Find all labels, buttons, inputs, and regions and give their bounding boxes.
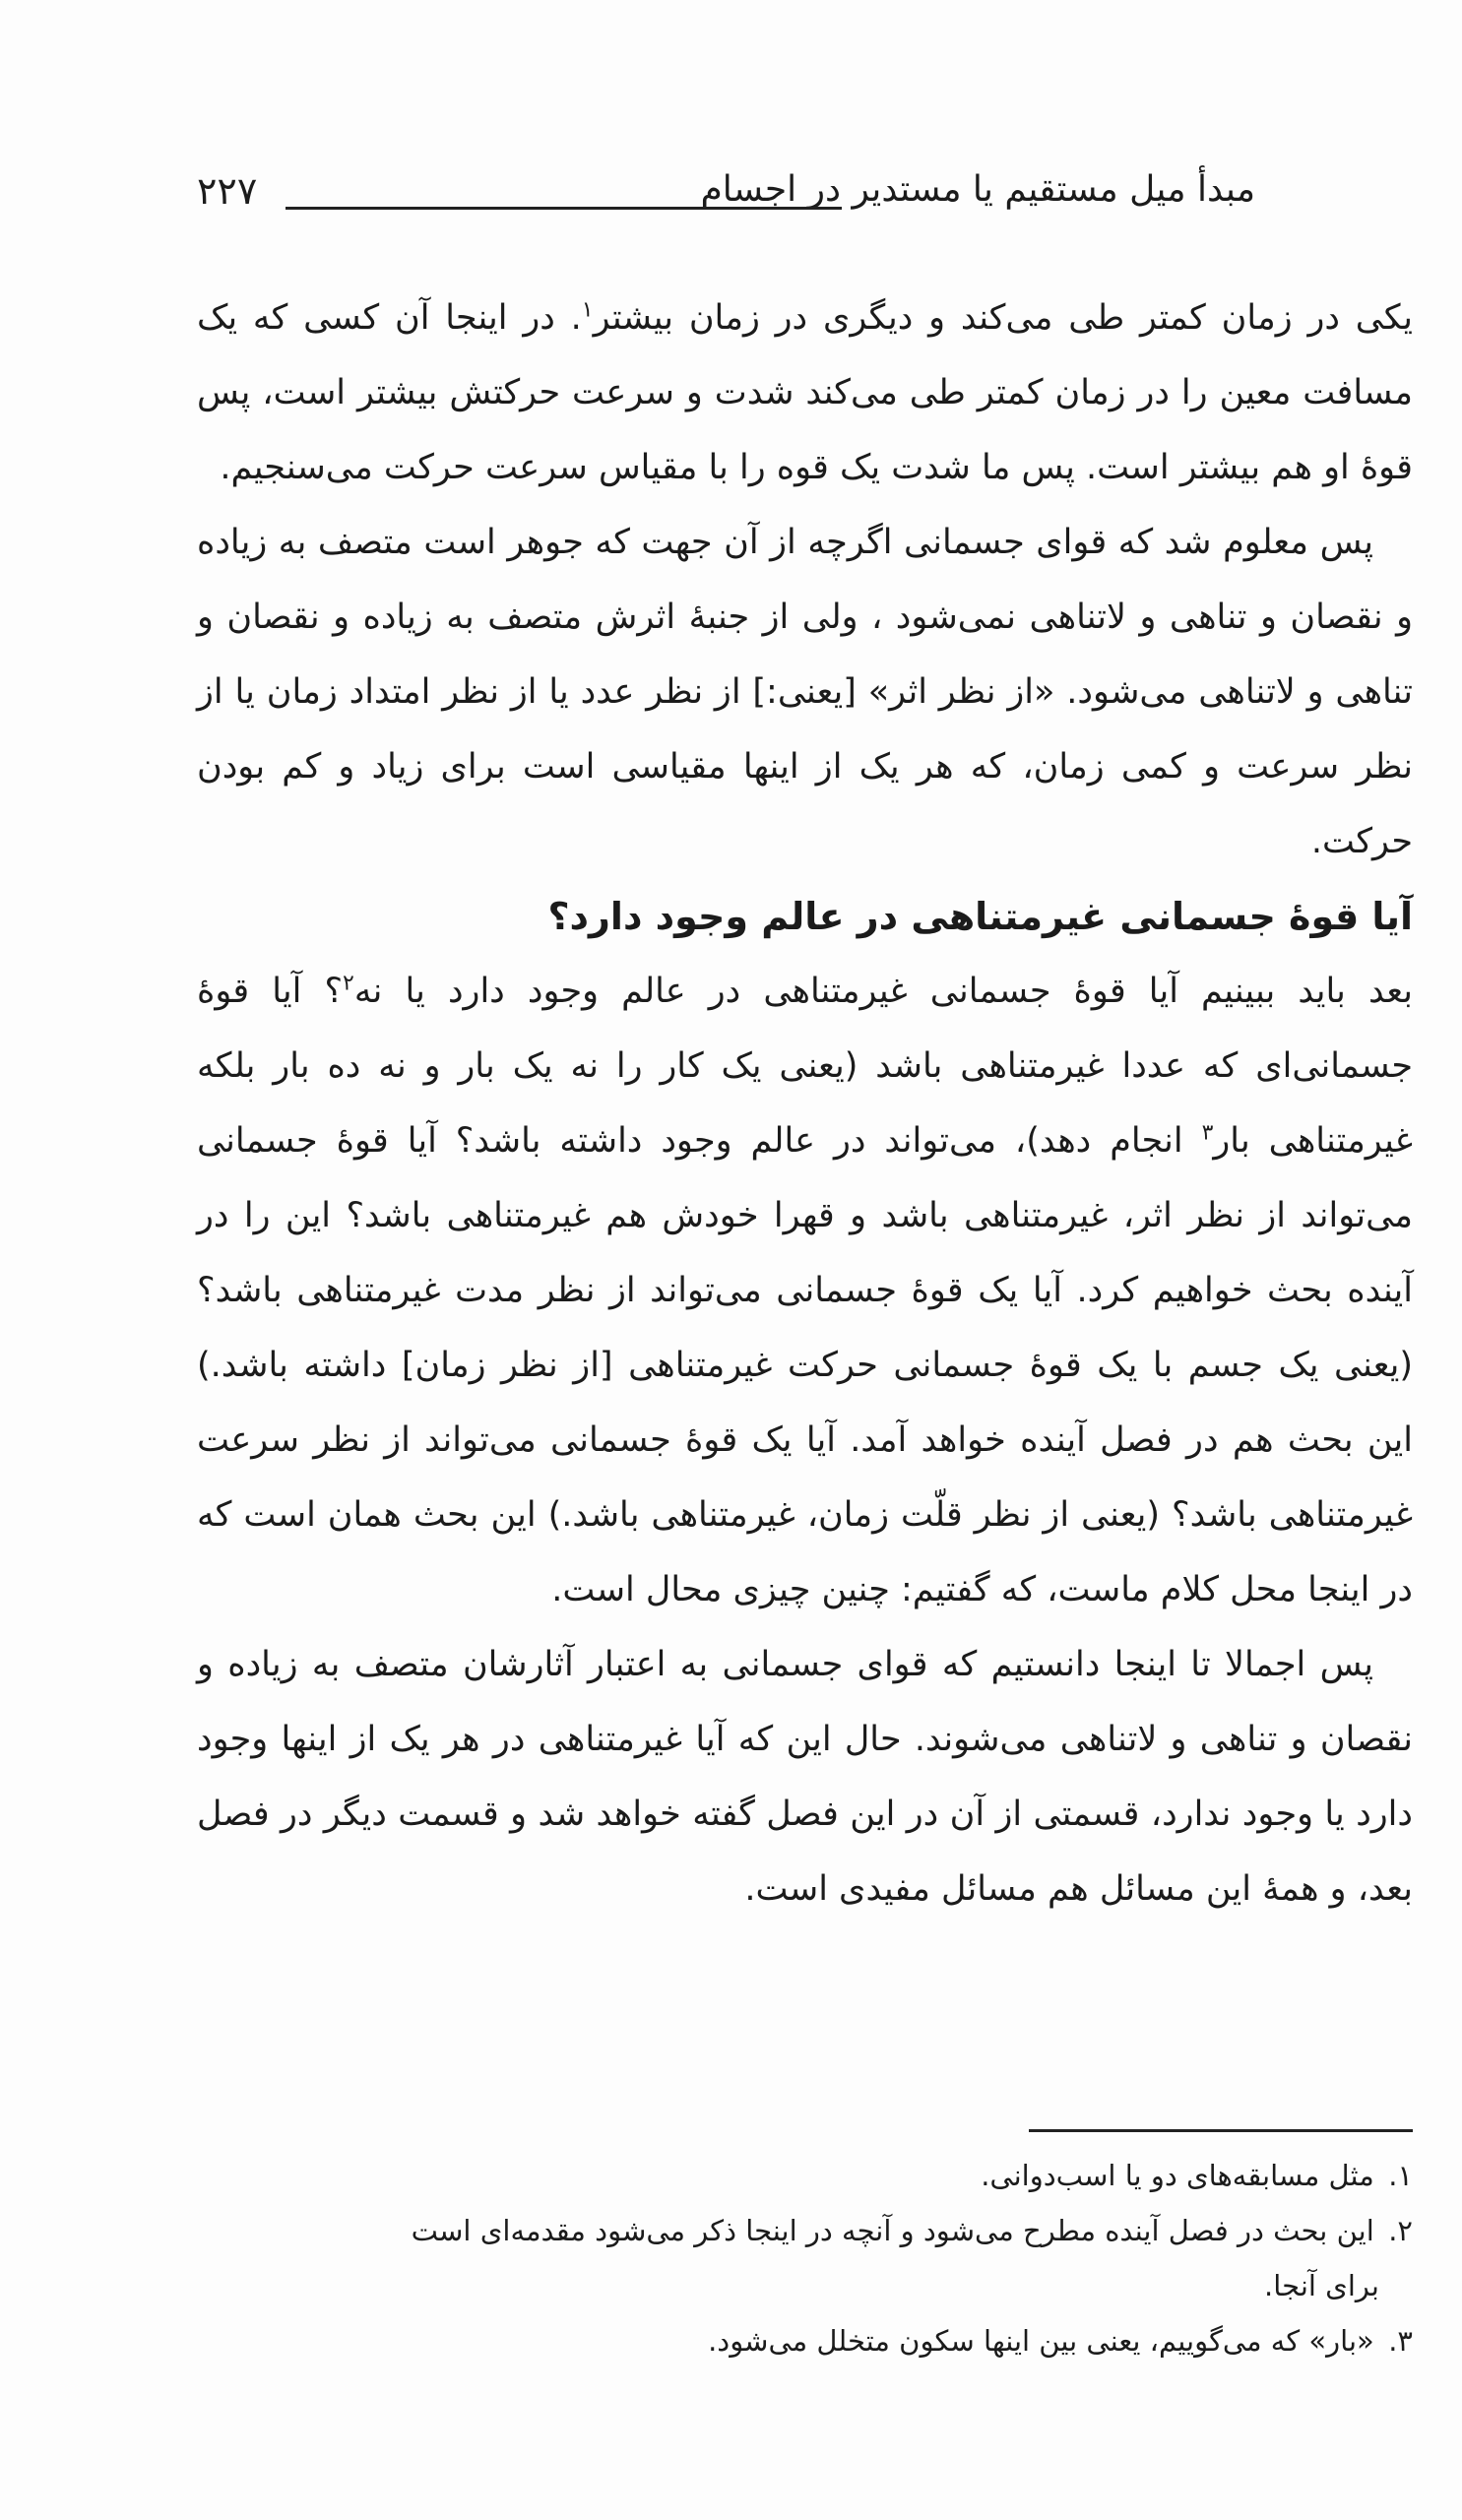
running-title: مبدأ میل مستقیم یا مستدیر در اجسام: [700, 169, 1255, 210]
footnote-2-continuation: برای آنجا.: [1264, 2269, 1379, 2302]
footnote-number-1: ۱.: [1388, 2159, 1413, 2192]
footnote-text-3: «بار» که می‌گوییم، یعنی بین اینها سکون متخلل می‌شود.: [708, 2324, 1374, 2358]
running-header: [197, 148, 1255, 226]
paragraph-1: [197, 281, 1413, 505]
section-p1-text-b: ؟ آیا قوهٔ جسمانی‌ای که عددا غیرمتناهی باشد (یعنی یک کار را نه یک بار و نه ده بار بلکه غیرمتناهی بار: [197, 972, 1413, 1161]
footnote-text-2: این بحث در فصل آینده مطرح می‌شود و آنچه در اینجا ذکر می‌شود مقدمه‌ای است: [411, 2214, 1374, 2247]
footnotes: [197, 2148, 1413, 2368]
paragraph-1-text-a: یکی در زمان کمتر طی می‌کند و دیگری در زمان بیشتر: [593, 298, 1413, 338]
footnote-ref-1[interactable]: ۱: [581, 297, 594, 323]
section-p1-text-c: انجام دهد)، می‌تواند در عالم وجود داشته باشد؟ آیا قوهٔ جسمانی می‌تواند از نظر اثر، غیرمتناهی باشد و قهرا خودش هم غیرمتناهی باشد؟ این را در آینده بحث خواهیم کرد. آیا یک قوهٔ جسمانی می‌تواند از نظر مدت غیرمتناهی باشد؟ (یعنی یک جسم با یک قوهٔ جسمانی حرکت غیرمتناهی [از نظر زمان] داشته باشد.) این بحث هم در فصل آینده خواهد آمد. آیا یک قوهٔ جسمانی می‌تواند از نظر سرعت غیرمتناهی باشد؟ (یعنی از نظر قلّت زمان، غیرمتناهی باشد.) این بحث همان است که در اینجا محل کلام ماست، که گفتیم: چنین چیزی محال است.: [197, 1121, 1413, 1609]
footnote-number-3: ۳.: [1388, 2324, 1413, 2358]
section-paragraph-2: پس اجمالا تا اینجا دانستیم که قوای جسمانی به اعتبار آثارشان متصف به زیاده و نقصان و تناهی و لاتناهی می‌شوند. حال این که آیا غیرمتناهی در هر یک از اینها وجود دارد یا وجود ندارد، قسمتی از آن در این فصل گفته خواهد شد و قسمت دیگر در فصل بعد، و همهٔ این مسائل هم مسائل مفیدی است.: [197, 1645, 1413, 1909]
section-p1-text-a: بعد باید ببینیم آیا قوهٔ جسمانی غیرمتناهی در عالم وجود دارد یا نه: [353, 972, 1413, 1011]
footnote-text-1: مثل مسابقه‌های دو یا اسب‌دوانی.: [981, 2159, 1374, 2192]
section-paragraph-1: [197, 954, 1413, 1627]
header-rule: [286, 207, 842, 210]
footnote-1: [197, 2148, 1413, 2203]
paragraph-1-text-b: . در اینجا آن کسی که یک مسافت معین را در زمان کمتر طی می‌کند شدت و سرعت حرکتش بیشتر است، پس قوهٔ او هم بیشتر است. پس ما شدت یک قوه را با مقیاس سرعت حرکت می‌سنجیم.: [197, 298, 1413, 487]
section-heading: آیا قوهٔ جسمانی غیرمتناهی در عالم وجود دارد؟: [547, 895, 1413, 938]
footnote-ref-2[interactable]: ۲: [343, 971, 354, 996]
page-number: ۲۲۷: [197, 169, 258, 213]
footnote-ref-3[interactable]: ۳: [1201, 1120, 1214, 1146]
main-text: [197, 281, 1413, 1926]
footnote-number-2: ۲.: [1388, 2214, 1413, 2247]
footnote-2: [197, 2203, 1413, 2258]
footnote-rule: [1029, 2129, 1413, 2132]
paragraph-2: پس معلوم شد که قوای جسمانی اگرچه از آن جهت که جوهر است متصف به زیاده و نقصان و تناهی و لاتناهی نمی‌شود ، ولی از جنبهٔ اثرش متصف به زیاده و نقصان و تناهی و لاتناهی می‌شود. «از نظر اثر» [یعنی:] از نظر عدد یا از نظر امتداد زمان یا از نظر سرعت و کمی زمان، که هر یک از اینها مقیاسی است برای زیاد و کم بودن حرکت.: [197, 523, 1413, 861]
footnote-3: [197, 2313, 1413, 2368]
